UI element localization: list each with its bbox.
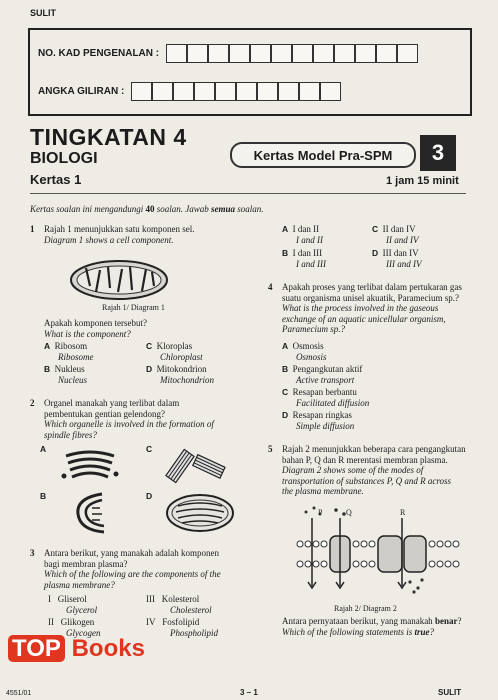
mitochondrion-diagram [66, 256, 172, 304]
q2-option-d[interactable]: D [146, 491, 153, 501]
q3-item-iv: IV Fosfolipid Phospholipid [146, 617, 219, 638]
q4-option-a[interactable]: A Osmosis Osmosis [282, 341, 327, 362]
index-number-row [38, 82, 341, 101]
model-number-badge: 3 [420, 135, 456, 171]
q4-option-b[interactable]: B Pengangkutan aktif Active transport [282, 364, 363, 385]
chloroplast-icon [164, 492, 236, 534]
organelle-b-icon [72, 490, 114, 536]
q3-option-d[interactable]: D III dan IV III and IV [372, 248, 422, 269]
footer-sulit: SULIT [438, 688, 462, 697]
q3-item-i: I Gliserol Glycerol [48, 594, 98, 615]
diagram-2-caption: Rajah 2/ Diagram 2 [334, 604, 397, 613]
form-title: TINGKATAN 4 [30, 124, 187, 150]
q3-option-c[interactable]: C II dan IV II and IV [372, 224, 419, 245]
q1-option-b[interactable]: B Nukleus Nucleus [44, 364, 87, 385]
q3-option-b[interactable]: B I dan III I and III [282, 248, 326, 269]
question-5: 5 Rajah 2 menunjukkan beberapa cara pengangkutan bahan P, Q dan R merentasi membran plasma. Diagram 2 shows some of the modes of transportation of substances P, Q and R across the plasma membrane. [268, 444, 466, 496]
diagram-1-caption: Rajah 1/ Diagram 1 [102, 303, 165, 312]
question-number: 1 [30, 224, 35, 234]
q1-option-d[interactable]: D Mitokondrion Mitochondrion [146, 364, 214, 385]
divider [30, 193, 466, 194]
subject-title: BIOLOGI [30, 150, 98, 167]
index-number-label: ANGKA GILIRAN : [38, 86, 125, 98]
ic-number-label: NO. KAD PENGENALAN : [38, 48, 160, 60]
label-r: R [400, 508, 406, 517]
question-3: 3 Antara berikut, yang manakah adalah komponen bagi membran plasma? Which of the following are the components of the plasma membrane? [30, 548, 221, 590]
question-5-ask: Antara pernyataan berikut, yang manakah benar? Which of the following statements is true? [282, 616, 462, 637]
label-p: P [318, 508, 323, 517]
header-sulit: SULIT [30, 8, 56, 18]
q4-option-d[interactable]: D Resapan ringkas Simple diffusion [282, 410, 355, 431]
q2-option-b[interactable]: B [40, 491, 47, 501]
centriole-icon [162, 444, 228, 484]
paper-title: Kertas 1 [30, 172, 82, 187]
page-number: 3 – 1 [240, 688, 258, 697]
ic-number-row [38, 44, 418, 63]
index-number-cells[interactable] [131, 82, 341, 101]
q2-option-a[interactable]: A [40, 444, 47, 454]
q3-option-a[interactable]: A I dan II I and II [282, 224, 323, 245]
q3-item-ii: II Glikogen Glycogen [48, 617, 101, 638]
question-4: 4 Apakah proses yang terlibat dalam pertukaran gas suatu organisma unisel akuatik, Paramecium sp.? What is the process involved in the gaseous exchange of an aquatic unicellular organism, Paramecium sp.? [268, 282, 462, 334]
label-q: Q [346, 508, 352, 517]
model-paper-badge: Kertas Model Pra-SPM [230, 142, 416, 168]
q1-option-a[interactable]: A Ribosom Ribosome [44, 341, 94, 362]
question-2: 2 Organel manakah yang terlibat dalam pembentukan gentian gelendong? Which organelle is involved in the formation of spindle fibres? [30, 398, 214, 440]
duration: 1 jam 15 minit [386, 175, 459, 187]
question-text-ms: Rajah 1 menunjukkan satu komponen sel. [44, 224, 195, 234]
instructions: Kertas soalan ini mengandungi 40 soalan. Jawab semua soalan. [30, 204, 264, 214]
q4-option-c[interactable]: C Resapan berbantu Facilitated diffusion [282, 387, 370, 408]
question-1-ask: Apakah komponen tersebut? What is the component? [44, 318, 147, 339]
q2-option-c[interactable]: C [146, 444, 153, 454]
question-text-en: Diagram 1 shows a cell component. [44, 234, 174, 245]
ic-number-cells[interactable] [166, 44, 418, 63]
q1-option-c[interactable]: C Kloroplas Chloroplast [146, 341, 203, 362]
paper-code: 4551/01 [6, 690, 32, 697]
topbooks-logo: TOP Books [8, 635, 145, 663]
q3-item-iii: III Kolesterol Cholesterol [146, 594, 212, 615]
identity-box [28, 28, 472, 116]
question-1 [30, 224, 245, 245]
golgi-apparatus-icon [60, 446, 120, 484]
